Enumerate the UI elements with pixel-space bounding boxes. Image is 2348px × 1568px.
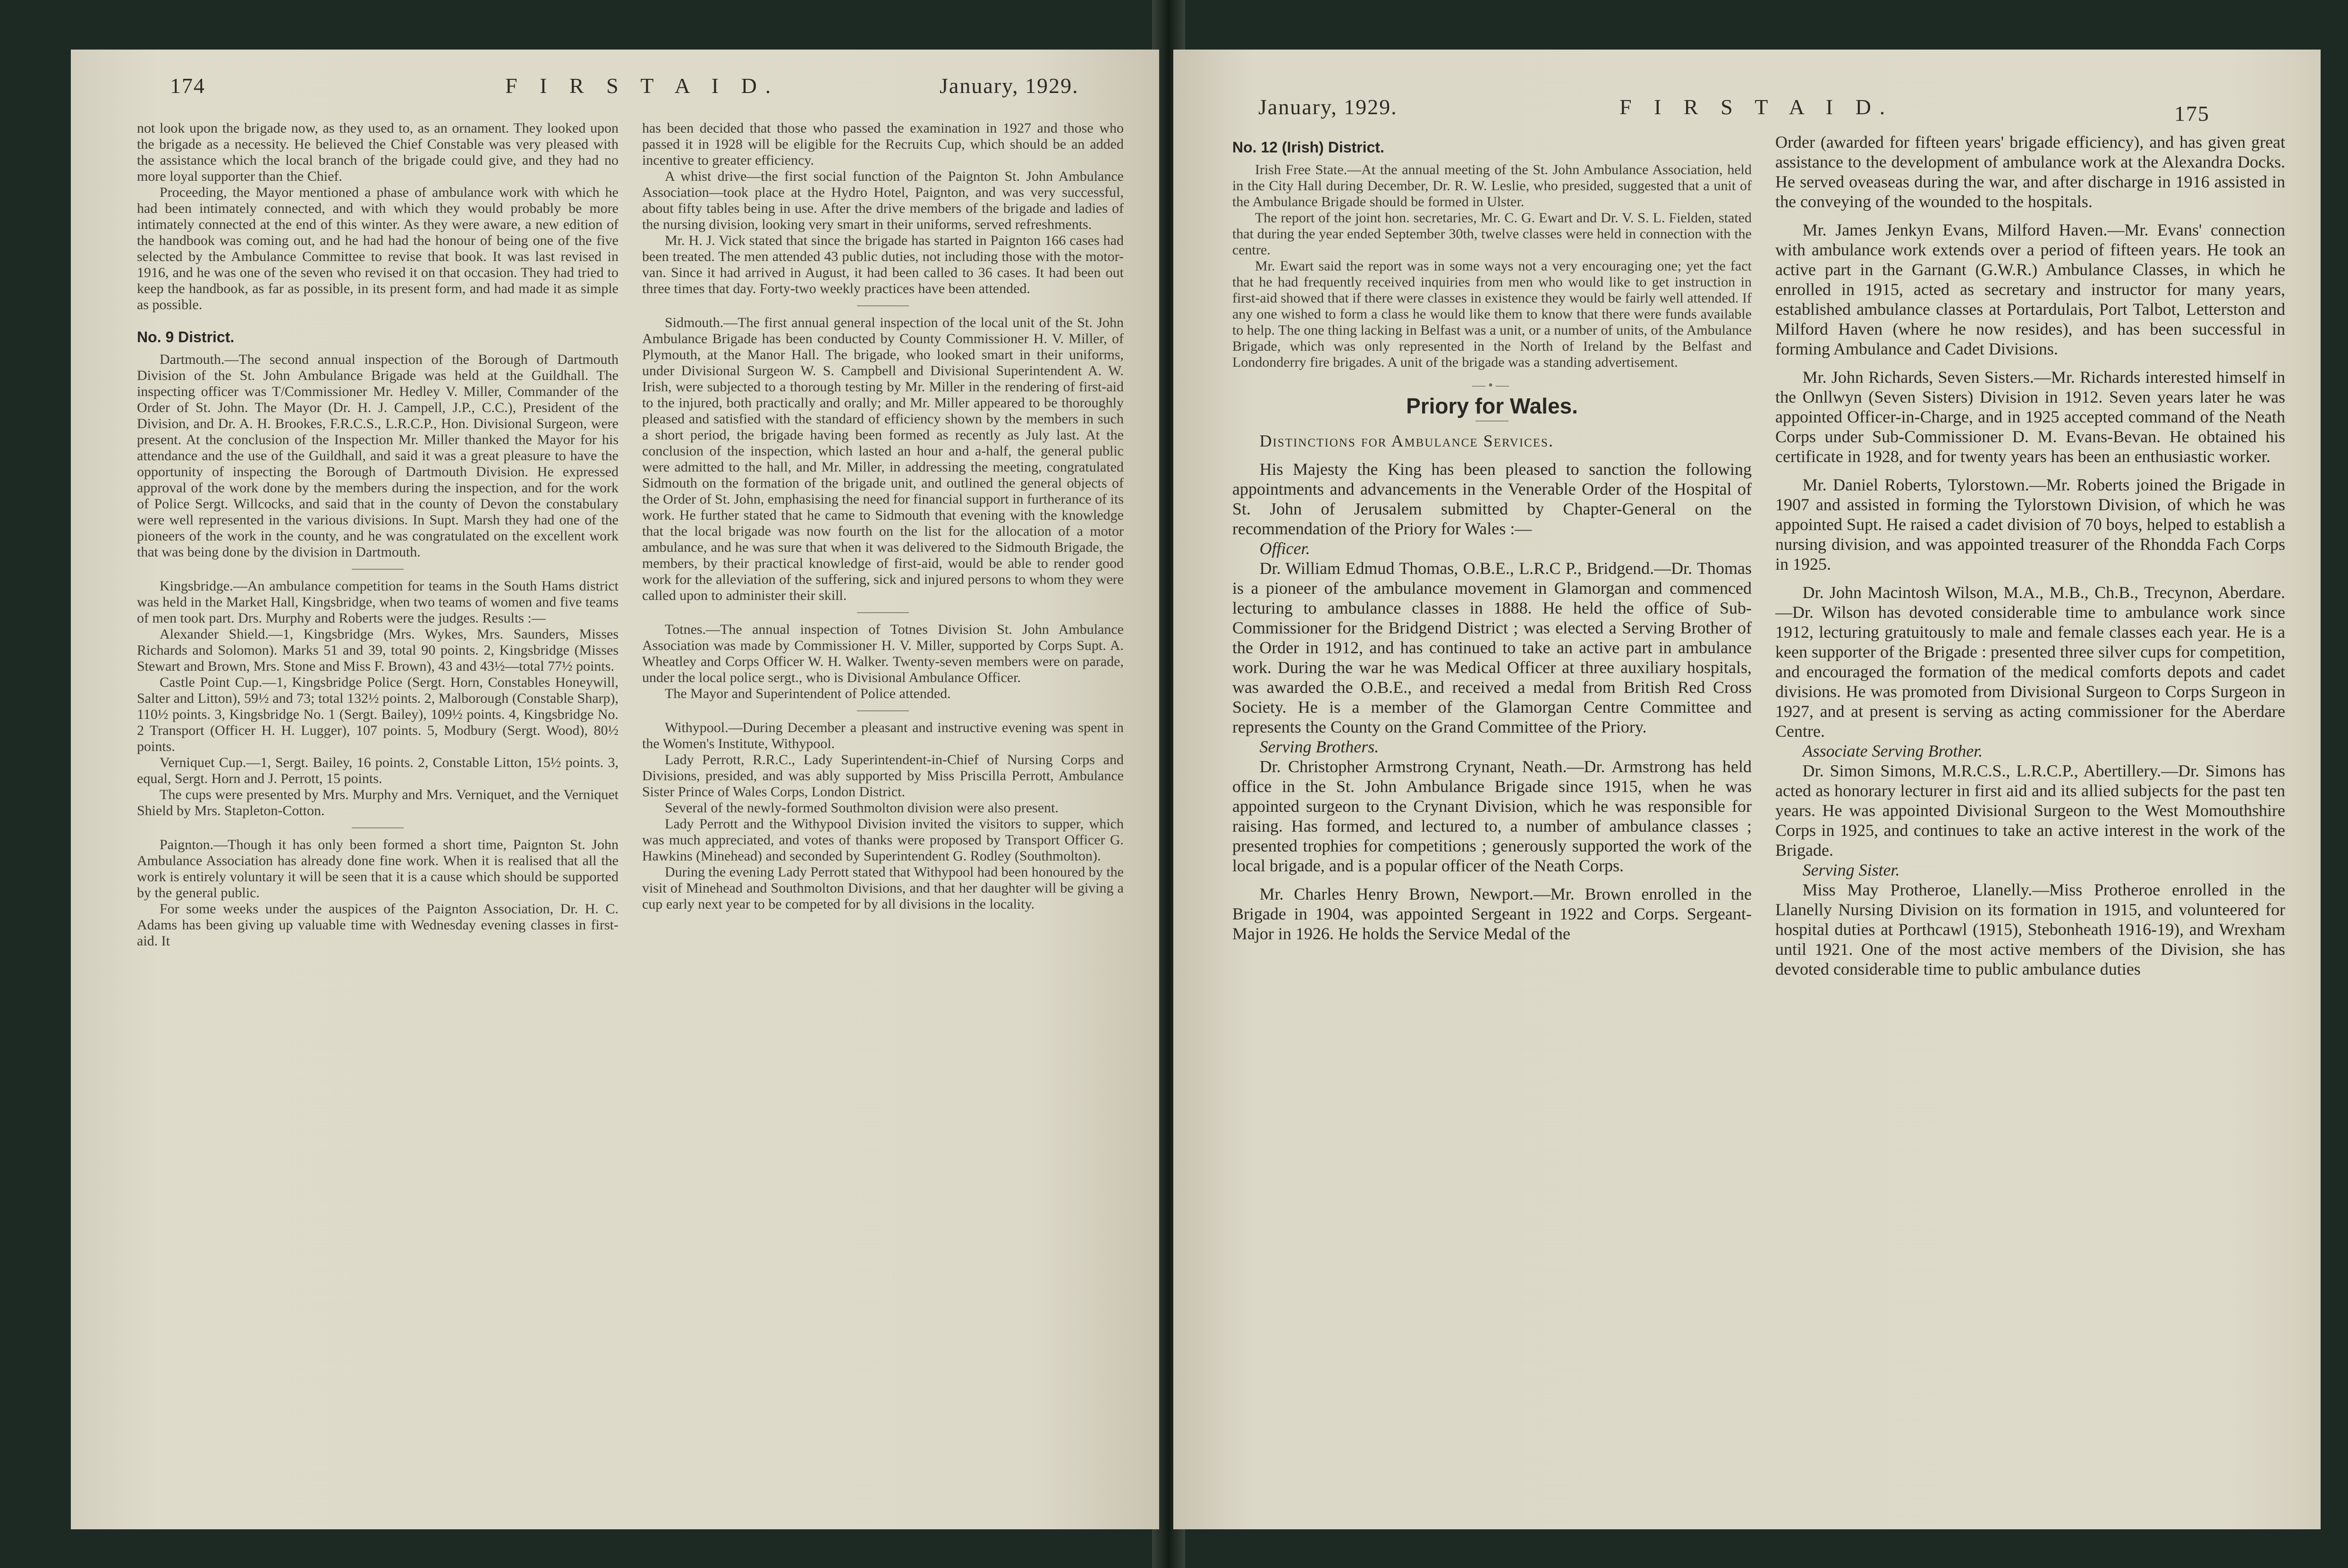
left-page-header — [71, 73, 1159, 106]
left-column-1 — [137, 120, 619, 1517]
right-column-1: No. 12 (Irish) District. Irish Free State.—At the annual meeting of the St. John Ambulance Association, held in the City Hall during December, Dr. R. W. Leslie, who presided, suggested that a unit of the Ambulance Brigade should be formed in Ulster. The report of the joint hon. secretaries, Mr. C. G. Ewart and Dr. V. S. L. Fielden, stated that during the year ended September 30th, twelve classes were held in connection with the centre. Mr. Ewart said the report was in some ways not a very encouraging one; yet the fact that he had frequently received inquiries from men who would like to get instruction in first-aid showed that if there were classes in existence they would be fairly well attended. If any one wished to form a class he would like them to know that there were funds available to help. The one thing lacking in Belfast was a unit, or a number of units, of the Ambulance Brigade, which was only represented in the North of Ireland by the Belfast and Londonderry fire brigades. A unit of the brigade was a standing advertisement. —•— Priory for Wales. Distinctions for Ambulance Services. His Majesty the King has been pleased to sanction the following appointments and advancements in the Venerable Order of the Hospital of St. John of Jerusalem submitted by Chapter-General on the recommendation of the Priory for Wales :— Officer. Dr. William Edmud Thomas, O.B.E., L.R.C P., Bridgend.—Dr. Thomas is a pioneer of the ambulance movement in Glamorgan and commenced lecturing to ambulance classes in 1888. He held the office of Sub-Commissioner for the Bridgend District ; was elected a Serving Brother of the Order in 1912, and has continued to take an active part in ambulance work. During the war he was Medical Officer at three auxiliary hospitals, was awarded the O.B.E., and received a medal from British Red Cross Society. He is a member of the Glamorgan Centre Committee and represents the County on the Grand Committee of the Priory. Serving Brothers. Dr. Christopher Armstrong Crynant, Neath.—Dr. Armstrong has held office in the St. John Ambulance Brigade since 1915, when he was appointed surgeon to the Crynant Division, which he was responsible for raising. Has formed, and lectured to, a number of ambulance classes ; presented trophies for competitions ; generously supported the work of the local brigade, and is a popular officer of the Neath Corps. Mr. Charles Henry Brown, Newport.—Mr. Brown enrolled in the Brigade in 1904, was appointed Sergeant in 1922 and Corps. Sergeant-Major in 1926. He holds the Service Medal of the — [1232, 139, 1752, 943]
divider — [857, 305, 909, 306]
paragraph: Alexander Shield.—1, Kingsbridge (Mrs. Wykes, Mrs. Saunders, Misses Richards and Solomon). Marks 51 and 39, total 90 points. 2, Kingsbridge (Misses Stewart and Brown, Mrs. Stone and Miss F. Brown), 43 and 43½—total 77½ points. — [137, 626, 619, 674]
divider — [352, 827, 404, 828]
subheading-serving-brothers: Serving Brothers. — [1259, 737, 1379, 756]
paragraph: Dr. William Edmud Thomas, O.B.E., L.R.C P., Bridgend.—Dr. Thomas is a pioneer of the ambulance movement in Glamorgan and commenced lecturing to ambulance classes in 1888. He held the office of Sub-Commissioner for the Bridgend District ; was elected a Serving Brother of the Order in 1912, and has continued to take an active part in ambulance work. During the war he was Medical Officer at three auxiliary hospitals, was awarded the O.B.E., and received a medal from British Red Cross Society. He is a member of the Glamorgan Centre Committee and represents the County on the Grand Committee of the Priory. — [1232, 559, 1752, 736]
paragraph: The cups were presented by Mrs. Murphy and Mrs. Verniquet, and the Verniquet Shield by Mrs. Stapleton-Cotton. — [137, 787, 619, 818]
left-page — [71, 50, 1159, 1529]
paragraph: has been decided that those who passed the examination in 1927 and those who passed it in 1928 will be eligible for the Recruits Cup, which should be an added incentive to greater efficiency. — [642, 120, 1124, 168]
paragraph: Mr. John Richards, Seven Sisters.—Mr. Richards interested himself in the Onllwyn (Seven Sisters) Division in 1912. Seven years later he was appointed Officer-in-Charge, and in 1925 accepted command of the Neath Corps under Sub-Commissioner D. M. Evans-Bevan. He obtained his certificate in 1928, and for twenty years has been an enthusiastic worker. — [1775, 368, 2285, 466]
paragraph: During the evening Lady Perrott stated that Withypool had been honoured by the visit of Minehead and Southmolton Divisions, and that her daughter will be giving a cup early next year to be competed for by all divisions in the locality. — [642, 864, 1124, 912]
paragraph-paignton: Paignton.—Though it has only been formed a short time, Paignton St. John Ambulance Association has already done fine work. When it is realised that all the work is entirely voluntary it will be seen that it is a cause which should be supported by the general public. — [137, 837, 619, 901]
paragraph-totnes: Totnes.—The annual inspection of Totnes Division St. John Ambulance Association was made by Commissioner H. V. Miller, supported by Corps Supt. A. Wheatley and Corps Officer W. H. Walker. Twenty-seven members were on parade, under the local police sergt., who is Divisional Ambulance Officer. — [642, 622, 1124, 685]
right-page-header — [1173, 94, 2321, 127]
paragraph-sidmouth: Sidmouth.—The first annual general inspection of the local unit of the St. John Ambulance Brigade has been conducted by County Commissioner H. V. Miller, of Plymouth, at the Manor Hall. The brigade, who looked smart in their uniforms, under Divisional Surgeon W. S. Campbell and Divisional Superintendent A. W. Irish, were subjected to a thorough testing by Mr. Miller in the rendering of first-aid to the injured, both practically and orally; and Mr. Miller appeared to be thoroughly pleased and satisfied with the standard of efficiency shown by the members in such a short period, the brigade having been formed as recently as July last. At the conclusion of the inspection, which lasted an hour and a-half, the general public were admitted to the hall, and Mr. Miller, in addressing the meeting, congratulated Sidmouth on the formation of the brigade unit, and outlined the general objects of the Order of St. John, emphasising the need for financial support in furtherance of its work. He further stated that he came to Sidmouth that evening with the knowledge that the local brigade was now fourth on the list for the allocation of a motor ambulance, and he was sure that when it was delivered to the Sidmouth Brigade, the members, by their practical knowledge of first-aid, would be able to render good work for the alleviation of the suffering, sick and injured persons to whom they were called upon to administer their skill. — [642, 315, 1124, 603]
paragraph: Order (awarded for fifteen years' brigade efficiency), and has given great assistance to the development of ambulance work at the Alexandra Docks. He served oveaseas during the war, and after discharge in 1916 assisted in the conveying of the wounded to the hospitals. — [1775, 133, 2285, 211]
paragraph: Several of the newly-formed Southmolton division were also present. — [665, 800, 1059, 816]
divider — [1475, 421, 1509, 422]
district-heading: No. 12 (Irish) District. — [1232, 139, 1384, 156]
page-date: January, 1929. — [1258, 95, 1398, 119]
subheading: Distinctions for Ambulance Services. — [1259, 431, 1554, 450]
district-heading: No. 9 District. — [137, 329, 235, 346]
paragraph: A whist drive—the first social function of the Paignton St. John Ambulance Association—took place at the Hydro Hotel, Paignton, and was very successful, about fifty tables being in use. After the drive members of the brigade and ladies of the nursing division, looking very smart in their uniforms, served refreshments. — [642, 169, 1124, 232]
paragraph: Lady Perrott and the Withypool Division invited the visitors to supper, which was much appreciated, and votes of thanks were proposed by Transport Officer G. Hawkins (Minehead) and seconded by Superintendent G. Rodley (Southmolton). — [642, 816, 1124, 864]
right-column-2 — [1775, 132, 2285, 1517]
page-date: January, 1929. — [940, 74, 1079, 98]
page-number: 175 — [2174, 101, 2210, 126]
paragraph: Mr. H. J. Vick stated that since the brigade has started in Paignton 166 cases had been treated. The men attended 43 public duties, not including those with the motor-van. Since it had arrived in August, it had been called to 36 cases. It had been out three times that day. Forty-two weekly practices have been attended. — [642, 233, 1124, 296]
paragraph: not look upon the brigade now, as they used to, as an ornament. They looked upon the brigade as a necessity. He believed the Chief Constable was very pleased with the assistance which the local branch of the brigade could give, and they had no more loyal supporter than the Chief. — [137, 120, 619, 184]
divider — [857, 710, 909, 711]
paragraph-withypool: Withypool.—During December a pleasant and instructive evening was spent in the Women's Institute, Withypool. — [642, 720, 1124, 751]
paragraph: Proceeding, the Mayor mentioned a phase of ambulance work with which he had been intimately connected, and with which they would probably be more intimately connected at the end of this winter. As they were aware, a new edition of the handbook was coming out, and he had had the honour of being one of the five selected by the Ambulance Committee to revise that book. It was last revised in 1916, and he was one of the seven who revised it on that occasion. They had tried to keep the handbook, as far as possible, in its present form, and had made it as simple as possible. — [137, 185, 619, 312]
left-column-2 — [642, 120, 1124, 1517]
paragraph: Lady Perrott, R.R.C., Lady Superintendent-in-Chief of Nursing Corps and Divisions, presided, and was ably supported by Miss Priscilla Perrott, Ambulance Sister Prince of Wales Corps, London District. — [642, 752, 1124, 800]
paragraph: Mr. James Jenkyn Evans, Milford Haven.—Mr. Evans' connection with ambulance work extends over a period of fifteen years. He took an active part in the Garnant (G.W.R.) Ambulance Classes, in which he enrolled in 1915, acted as secretary and instructor for many years, established ambulance classes at Portardulais, Port Talbot, Letterston and Milford Haven (where he now resides), and has been successful in forming Ambulance and Cadet Divisions. — [1775, 220, 2285, 358]
section-heading-priory: Priory for Wales. — [1406, 394, 1578, 418]
paragraph: Mr. Ewart said the report was in some ways not a very encouraging one; yet the fact that he had frequently received inquiries from men who would like to get instruction in first-aid showed that if there were classes in existence they would be fairly well attended. If any one wished to form a class he would like them to know that there were funds available to help. The one thing lacking in Belfast was a unit, or a number of units, of the Ambulance Brigade, which was only represented in the North of Ireland by the Belfast and Londonderry fire brigades. A unit of the brigade was a standing advertisement. — [1232, 258, 1752, 370]
paragraph: Castle Point Cup.—1, Kingsbridge Police (Sergt. Horn, Constables Honeywill, Salter and Litton), 59½ and 73; total 132½ points. 2, Malborough (Constable Sharp), 110½ points. 3, Kingsbridge No. 1 (Sergt. Bailey), 109½ points. 4, Kingsbridge No. 2 Transport (Officer H. H. Lugger), 107 points. 5, Modbury (Sergt. Wood), 80½ points. — [137, 674, 619, 754]
right-page — [1173, 50, 2321, 1529]
paragraph: Miss May Protheroe, Llanelly.—Miss Protheroe enrolled in the Llanelly Nursing Division on its formation in 1915, and volunteered for hospital duties at Porthcawl (1915), Stebonheath 1916-19), and Wrexham until 1921. One of the most active members of the Division, she has devoted considerable time to public ambulance duties — [1775, 880, 2285, 978]
paragraph: Verniquet Cup.—1, Sergt. Bailey, 16 points. 2, Constable Litton, 15½ points. 3, equal, Sergt. Horn and J. Perrott, 15 points. — [137, 755, 619, 786]
subheading-serving-sister: Serving Sister. — [1802, 860, 1900, 879]
paragraph: His Majesty the King has been pleased to sanction the following appointments and advancements in the Venerable Order of the Hospital of St. John of Jerusalem submitted by Chapter-General on the recommendation of the Priory for Wales :— — [1232, 460, 1752, 538]
paragraph: The Mayor and Superintendent of Police attended. — [665, 686, 951, 701]
paragraph: For some weeks under the auspices of the Paignton Association, Dr. H. C. Adams has been giving up valuable time with Wednesday evening classes in first-aid. It — [137, 901, 619, 949]
subheading-associate: Associate Serving Brother. — [1802, 742, 1983, 760]
paragraph-dartmouth: Dartmouth.—The second annual inspection of the Borough of Dartmouth Division of the St. John Ambulance Brigade was held at the Guildhall. The inspecting officer was T/Commissioner Mr. Hedley V. Miller, Commander of the Order of St. John. The Mayor (Dr. H. J. Campell, J.P., C.C.), President of the Division, and Dr. A. H. Brookes, F.R.C.S., L.R.C.P., Hon. Divisional Surgeon, were present. At the conclusion of the Inspection Mr. Miller thanked the Mayor for his attendance and the use of the Guildhall, and said it was a great pleasure to have the opportunity of inspecting the Borough of Dartmouth Division. He expressed approval of the work done by the members during the inspection, and for the work of Police Sergt. Willcocks, and said that in the county of Devon the constabulary were well represented in the various divisions. In Supt. Marsh they had one of the pioneers of the work in the county, and he was congratulated on the excellent work that was being done by the division in Dartmouth. — [137, 352, 619, 560]
running-title: F I R S T A I D. — [1619, 95, 1894, 119]
divider — [352, 569, 404, 570]
page-number: 174 — [170, 74, 205, 98]
paragraph: The report of the joint hon. secretaries, Mr. C. G. Ewart and Dr. V. S. L. Fielden, stated that during the year ended September 30th, twelve classes were held in connection with the centre. — [1232, 210, 1752, 258]
paragraph-irish: Irish Free State.—At the annual meeting of the St. John Ambulance Association, held in the City Hall during December, Dr. R. W. Leslie, who presided, suggested that a unit of the Ambulance Brigade should be formed in Ulster. — [1232, 162, 1752, 210]
paragraph: Dr. John Macintosh Wilson, M.A., M.B., Ch.B., Trecynon, Aberdare.—Dr. Wilson has devoted considerable time to ambulance work since 1912, lecturing gratuitously to male and female classes each year. He is a keen supporter of the Brigade : presented three silver cups for competition, and encouraged the formation of the medical comforts depots and cadet divisions. He was promoted from Divisional Surgeon to Corps Surgeon in 1927, and at present is serving as acting commissioner for the Aberdare Centre. — [1775, 583, 2285, 741]
divider — [857, 612, 909, 613]
paragraph: Dr. Christopher Armstrong Crynant, Neath.—Dr. Armstrong has held office in the St. John Ambulance Brigade since 1915, when he was appointed surgeon to the Crynant Division, which he was responsible for raising. Has formed, and lectured to, a number of ambulance classes ; presented trophies for competitions ; generously supported the work of the local brigade, and is a popular officer of the Neath Corps. — [1232, 757, 1752, 875]
paragraph-kingsbridge: Kingsbridge.—An ambulance competition for teams in the South Hams district was held in the Market Hall, Kingsbridge, when two teams of women and five teams of men took part. Drs. Murphy and Roberts were the judges. Results :— — [137, 578, 619, 626]
paragraph: Mr. Charles Henry Brown, Newport.—Mr. Brown enrolled in the Brigade in 1904, was appointed Sergeant in 1922 and Corps. Sergeant-Major in 1926. He holds the Service Medal of the — [1232, 885, 1752, 943]
subheading-officer: Officer. — [1259, 539, 1310, 558]
paragraph: Mr. Daniel Roberts, Tylorstown.—Mr. Roberts joined the Brigade in 1907 and assisted in forming the Tylorstown Division, of which he was appointed Supt. He raised a cadet division of 70 boys, helped to establish a nursing division, and was appointed treasurer of the Rhondda Fach Corps in 1925. — [1775, 475, 2285, 573]
running-title: F I R S T A I D. — [505, 74, 780, 98]
paragraph: Dr. Simon Simons, M.R.C.S., L.R.C.P., Abertillery.—Dr. Simons has acted as honorary lecturer in first aid and its allied subjects for the past ten years. He was appointed Divisional Surgeon to the West Momouthshire Corps in 1925, and continues to take an active interest in the work of the Brigade. — [1775, 761, 2285, 860]
